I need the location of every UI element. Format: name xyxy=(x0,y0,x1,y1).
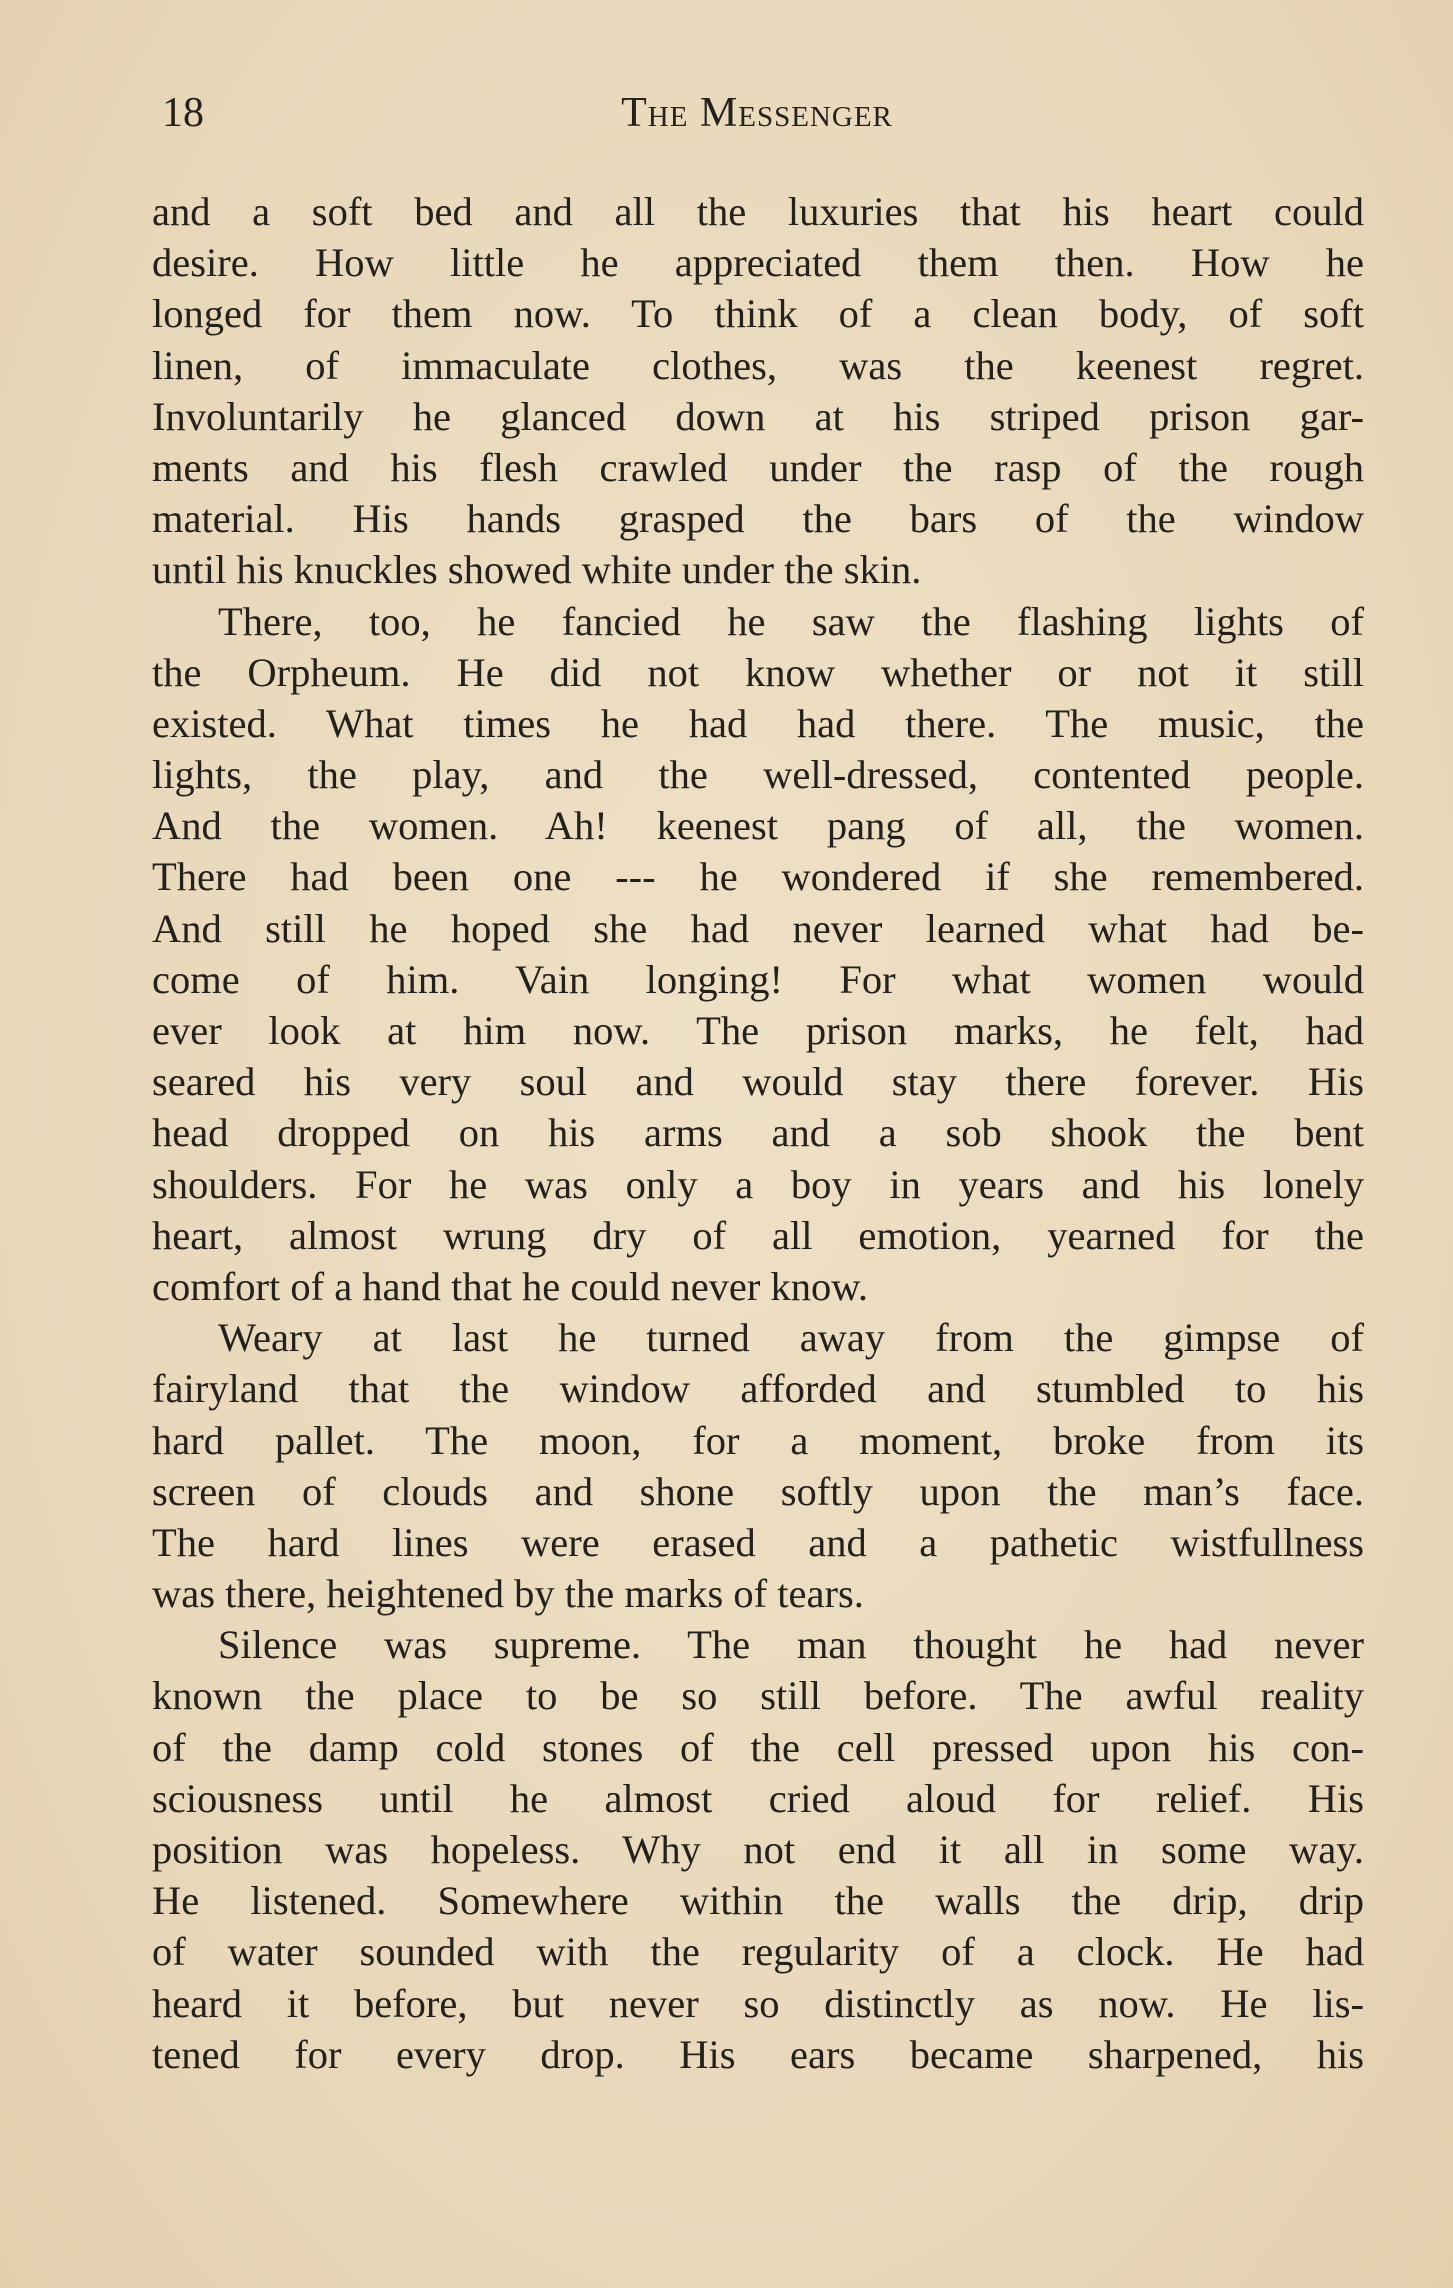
text-line: fairyland that the window afforded and stumbled to his xyxy=(152,1366,1364,1412)
text-line: seared his very soul and would stay there forever. His xyxy=(152,1059,1364,1105)
text-line: known the place to be so still before. The awful reality xyxy=(152,1673,1364,1719)
text-line: ments and his flesh crawled under the rasp of the rough xyxy=(152,444,1364,490)
text-line: comfort of a hand that he could never know. xyxy=(152,1263,869,1309)
text-line: linen, of immaculate clothes, was the keenest regret. xyxy=(152,342,1364,388)
text-line: ever look at him now. The prison marks, he felt, had xyxy=(152,1008,1364,1053)
text-line: and a soft bed and all the luxuries that his heart could xyxy=(152,189,1364,234)
text-line: Involuntarily he glanced down at his striped prison gar- xyxy=(152,393,1364,439)
text-line: was there, heightened by the marks of tears. xyxy=(152,1571,864,1617)
page-header xyxy=(152,78,1362,148)
text-line: of water sounded with the regularity of a clock. He had xyxy=(152,1929,1364,1975)
text-line: heart, almost wrung dry of all emotion, yearned for the xyxy=(152,1212,1364,1258)
text-line: hard pallet. The moon, for a moment, broke from its xyxy=(152,1417,1364,1463)
text-line: existed. What times he had had there. The music, the xyxy=(152,700,1364,746)
page-number: 18 xyxy=(162,90,204,136)
text-line: the Orpheum. He did not know whether or not it still xyxy=(152,649,1364,695)
text-line: There had been one --- he wondered if she remembered. xyxy=(152,854,1364,900)
text-line: He listened. Somewhere within the walls the drip, drip xyxy=(152,1878,1364,1924)
text-line: There, too, he fancied he saw the flashing lights of xyxy=(218,598,1364,644)
text-line: material. His hands grasped the bars of the window xyxy=(152,496,1364,542)
text-line: heard it before, but never so distinctly as now. He lis- xyxy=(152,1980,1364,2026)
text-line: And the women. Ah! keenest pang of all, the women. xyxy=(152,803,1364,849)
text-line: lights, the play, and the well-dressed, contented people. xyxy=(152,752,1364,798)
text-line: come of him. Vain longing! For what women would xyxy=(152,956,1364,1002)
text-line: sciousness until he almost cried aloud for relief. His xyxy=(152,1775,1364,1821)
text-line: The hard lines were erased and a pathetic wistfullness xyxy=(152,1519,1364,1565)
text-line: shoulders. For he was only a boy in years and his lonely xyxy=(152,1161,1364,1207)
text-line: head dropped on his arms and a sob shook the bent xyxy=(152,1110,1364,1156)
body-text xyxy=(152,186,1364,2080)
text-line: Weary at last he turned away from the gimpse of xyxy=(218,1315,1364,1361)
text-line: tened for every drop. His ears became sharpened, his xyxy=(152,2031,1364,2077)
text-line: position was hopeless. Why not end it all in some way. xyxy=(152,1827,1364,1872)
text-line: screen of clouds and shone softly upon the man’s face. xyxy=(152,1468,1364,1514)
text-line: until his knuckles showed white under the skin. xyxy=(152,547,922,593)
text-line: of the damp cold stones of the cell pressed upon his con- xyxy=(152,1724,1364,1770)
text-line: longed for them now. To think of a clean body, of soft xyxy=(152,291,1364,337)
text-line: desire. How little he appreciated them then. How he xyxy=(152,240,1364,286)
text-line: And still he hoped she had never learned what had be- xyxy=(152,905,1364,951)
text-line: Silence was supreme. The man thought he had never xyxy=(218,1622,1364,1668)
running-head: The Messenger xyxy=(621,90,893,136)
